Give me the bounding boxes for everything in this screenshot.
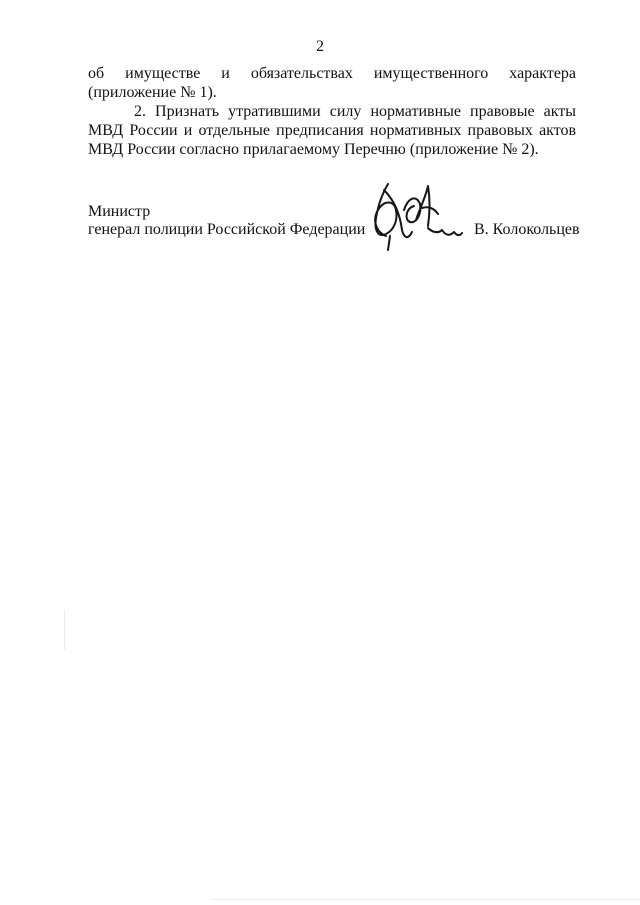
signatory-name: В. Колокольцев (474, 221, 580, 238)
signatory-rank: генерал полиции Российской Федерации (88, 221, 366, 238)
body-word: правовые (470, 103, 535, 120)
body-word: правовых (467, 122, 533, 139)
page-number: 2 (316, 38, 324, 55)
body-line-1 (88, 64, 576, 84)
body-word: силу (329, 103, 362, 120)
body-word: имущественного (373, 65, 489, 82)
body-word: и (183, 122, 193, 139)
body-line-4 (88, 121, 576, 141)
body-word: нормативных (369, 122, 462, 139)
body-word: отдельные (198, 122, 270, 139)
body-word: нормативные (370, 103, 461, 120)
body-line-2: (приложение № 1). (88, 84, 217, 101)
signatory-position: Министр (88, 203, 151, 220)
scan-artifact-line (64, 610, 65, 650)
body-word: предписания (276, 122, 364, 139)
body-word: утратившими (228, 103, 321, 120)
body-word: об (88, 65, 105, 82)
body-word: обязательствах (250, 65, 353, 82)
body-word: актов (539, 122, 577, 139)
body-word: и (221, 65, 230, 82)
handwritten-signature (364, 180, 468, 252)
body-word: МВД России (88, 122, 178, 139)
body-line-5: МВД России согласно прилагаемому Перечню (приложение № 2). (88, 141, 539, 158)
page-bottom-edge (210, 899, 640, 900)
body-word: 2. Признать (134, 103, 220, 120)
body-word: акты (543, 103, 577, 120)
body-word: имуществе (125, 65, 201, 82)
body-word: характера (509, 65, 577, 82)
body-line-3 (88, 102, 576, 122)
